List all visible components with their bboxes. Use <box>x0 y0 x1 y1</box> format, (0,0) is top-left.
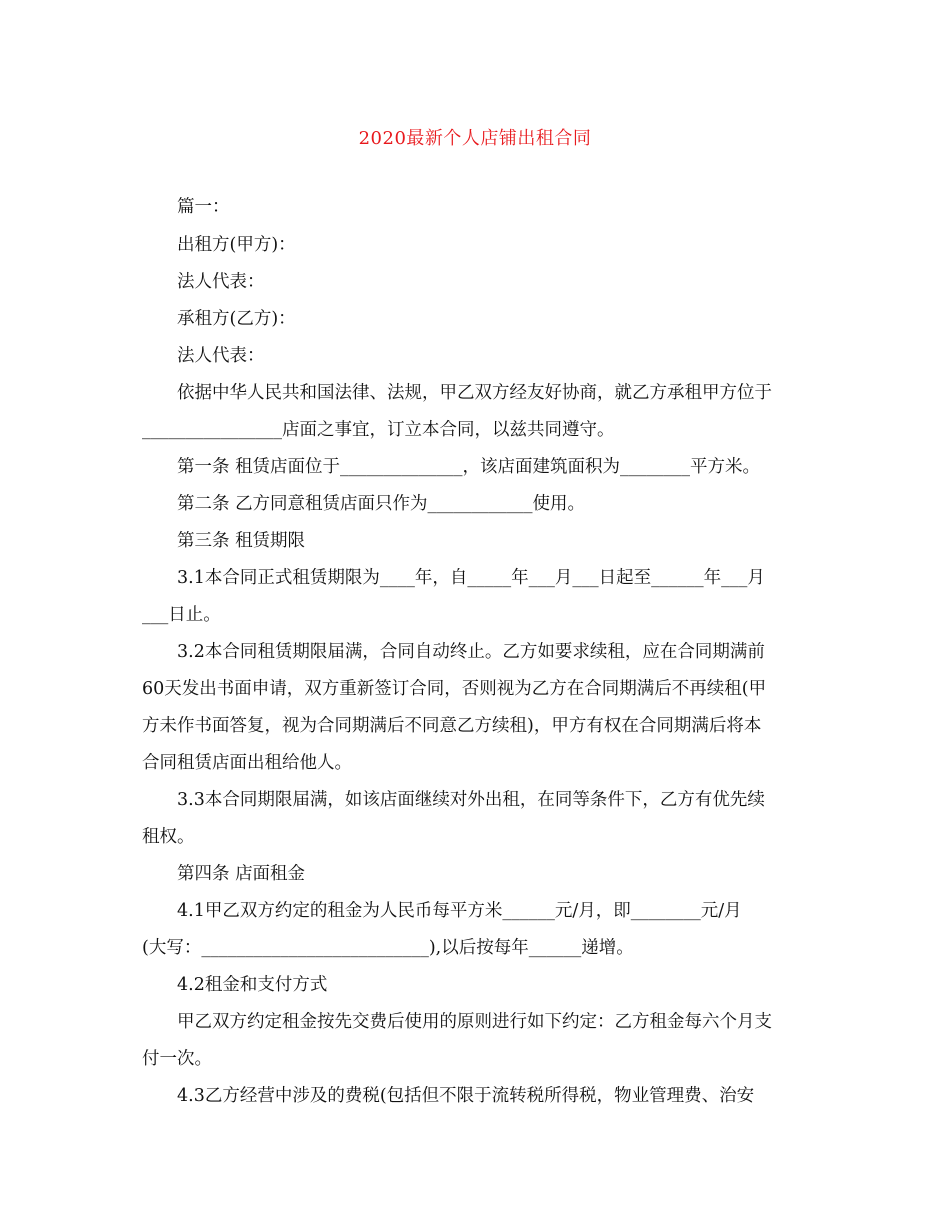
clause-two: 第二条 乙方同意租赁店面只作为____________使用。 <box>177 494 586 514</box>
document-title: 2020最新个人店铺出租合同 <box>358 128 592 149</box>
paragraph-line: ___日止。 <box>142 605 221 625</box>
paragraph-line: (大写：__________________________),以后按每年______递增。 <box>142 938 634 958</box>
sub-heading: 4.2租金和支付方式 <box>177 975 328 995</box>
paragraph-line: 3.1本合同正式租赁期限为____年，自_____年___月___日起至______年___月 <box>177 568 765 588</box>
paragraph-line: 合同租赁店面出租给他人。 <box>142 753 352 773</box>
paragraph-line: 3.3本合同期限届满，如该店面继续对外出租，在同等条件下，乙方有优先续 <box>177 790 765 810</box>
lessee-representative-label: 法人代表： <box>177 346 265 366</box>
lessor-label: 出租方(甲方)： <box>177 235 296 255</box>
clause-one: 第一条 租赁店面位于______________，该店面建筑面积为________平方米。 <box>177 457 761 477</box>
clause-four-heading: 第四条 店面租金 <box>177 864 306 884</box>
paragraph-line: 4.1甲乙双方约定的租金为人民币每平方米______元/月，即________元/月 <box>177 901 742 921</box>
paragraph-line: 依据中华人民共和国法律、法规，甲乙双方经友好协商，就乙方承租甲方位于 <box>177 383 772 403</box>
lessee-label: 承租方(乙方)： <box>177 309 296 329</box>
paragraph-line: 4.3乙方经营中涉及的费税(包括但不限于流转税所得税，物业管理费、治安 <box>177 1086 755 1106</box>
paragraph-line: 付一次。 <box>142 1049 212 1069</box>
paragraph-line: 方未作书面答复，视为合同期满后不同意乙方续租)，甲方有权在合同期满后将本 <box>142 716 762 736</box>
paragraph-line: 60天发出书面申请，双方重新签订合同，否则视为乙方在合同期满后不再续租(甲 <box>142 679 767 699</box>
lessor-representative-label: 法人代表： <box>177 272 265 292</box>
paragraph-line: 3.2本合同租赁期限届满，合同自动终止。乙方如要求续租，应在合同期满前 <box>177 642 765 662</box>
paragraph-line: 租权。 <box>142 827 195 847</box>
section-heading: 篇一： <box>177 197 230 217</box>
paragraph-line: 甲乙双方约定租金按先交费后使用的原则进行如下约定：乙方租金每六个月支 <box>177 1012 772 1032</box>
clause-three-heading: 第三条 租赁期限 <box>177 531 306 551</box>
paragraph-line: ________________店面之事宜，订立本合同，以兹共同遵守。 <box>142 420 615 440</box>
